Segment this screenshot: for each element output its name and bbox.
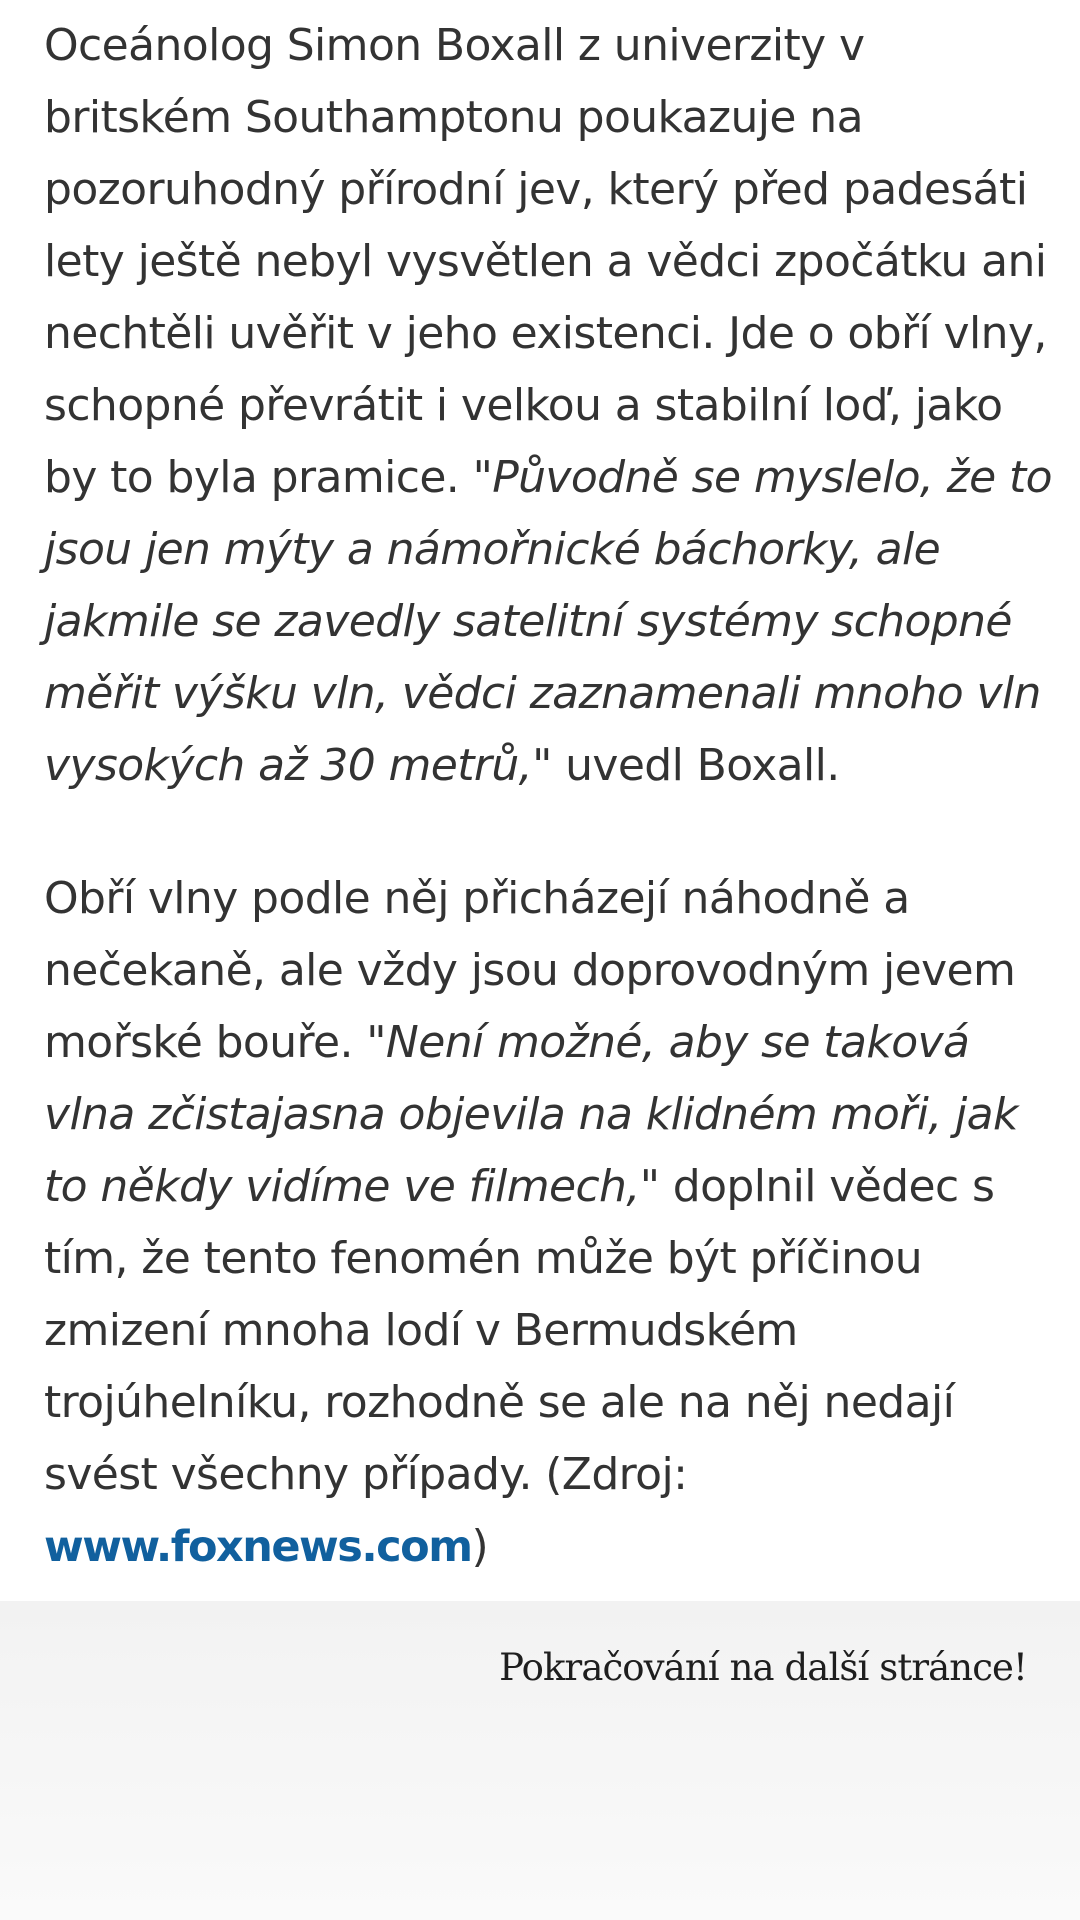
paragraph-1-text: Oceánolog Simon Boxall z univerzity v britském Southamptonu poukazuje na pozoruhodný přírodní jev, který před padesáti lety ještě nebyl vysvětlen a vědci zpočátku ani nechtěli uvěřit v jeho existenci. Jde o obří vlny, schopné převrátit i velkou a stabilní loď, jako by to byla pramice. [44, 20, 1047, 503]
source-link[interactable]: www.foxnews.com [44, 1522, 472, 1572]
article-paragraph-2 [44, 863, 1054, 1583]
article-body [44, 10, 1054, 1583]
paragraph-2-text: Obří vlny podle něj přicházejí náhodně a nečekaně, ale vždy jsou doprovodným jevem mořské bouře. [44, 873, 1016, 1068]
source-closing-paren: ) [471, 1521, 489, 1572]
paragraph-1-attribution: uvedl Boxall. [551, 740, 840, 791]
continue-note: Pokračování na další stránce! [499, 1646, 1027, 1689]
article-paragraph-1 [44, 10, 1054, 802]
continue-footer [0, 1601, 1080, 1920]
paragraph-2-continuation: doplnil vědec s tím, že tento fenomén může být příčinou zmizení mnoha lodí v Bermudském trojúhelníku, rozhodně se ale na něj nedají svést všechny případy. (Zdroj: [44, 1161, 995, 1500]
paragraph-2-quote: "Není možné, aby se taková vlna zčistajasna objevila na klidném moři, jak to někdy vidíme ve filmech," [44, 1017, 1018, 1212]
paragraph-1-quote: "Původně se myslelo, že to jsou jen mýty a námořnické báchorky, ale jakmile se zavedly satelitní systémy schopné měřit výšku vln, vědci zaznamenali mnoho vln vysokých až 30 metrů," [44, 452, 1052, 791]
